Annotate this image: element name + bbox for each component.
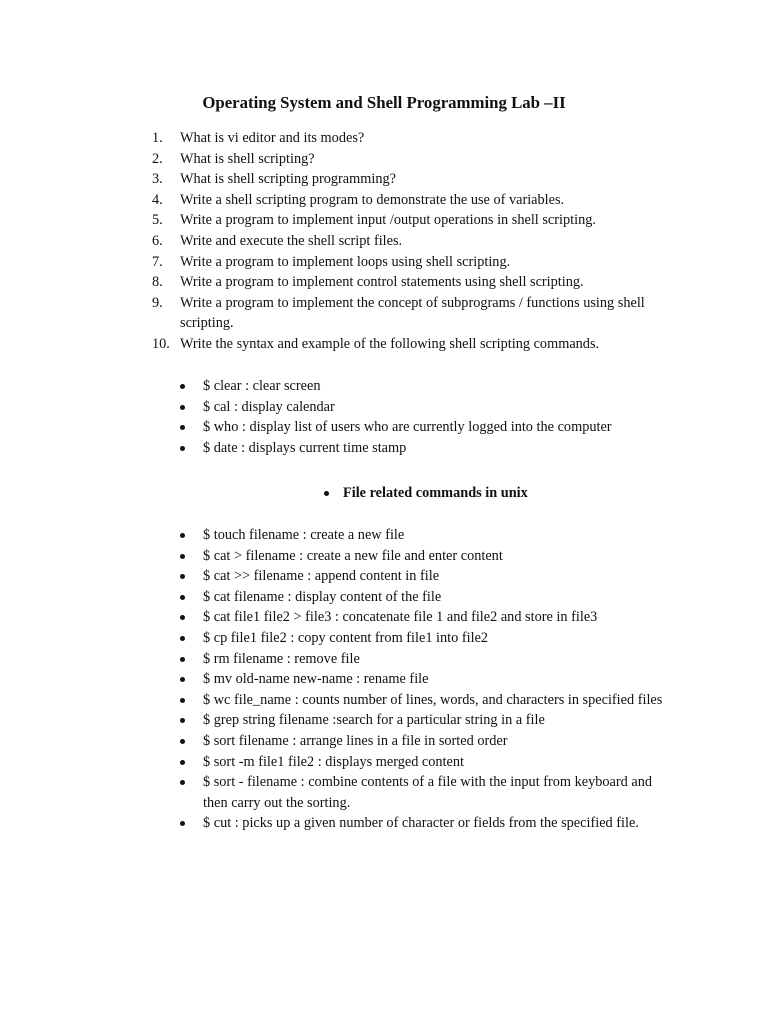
list-item-text: Write and execute the shell script files.: [180, 232, 403, 249]
list-item: [178, 731, 678, 752]
bullet-icon: [178, 525, 203, 546]
file-command-list: [178, 525, 678, 834]
list-item: [178, 376, 678, 397]
section-heading-text: File related commands in unix: [343, 485, 528, 501]
list-item-text: $ cat >> filename : append content in file: [203, 568, 440, 585]
list-item-text: $ cut : picks up a given number of character or fields from the specified file.: [203, 815, 639, 832]
bullet-icon: [178, 417, 203, 438]
list-item: [178, 772, 678, 813]
bullet-icon: [178, 772, 203, 813]
list-number: 3.: [152, 171, 163, 188]
list-item: [178, 397, 678, 418]
list-item: [178, 525, 678, 546]
bullet-icon: [178, 587, 203, 608]
page-title: Operating System and Shell Programming Lab –II: [202, 93, 566, 112]
list-number: 2.: [152, 150, 163, 167]
list-item: [152, 231, 692, 252]
list-number: 9.: [152, 294, 163, 311]
list-number: 1.: [152, 130, 163, 146]
list-number: 4.: [152, 191, 163, 208]
bullet-icon: [178, 628, 203, 649]
bullet-icon: [178, 690, 203, 711]
list-item: [152, 128, 692, 149]
list-item-text: Write a program to implement the concept of subprograms / functions using shell scripting.: [180, 294, 645, 332]
list-item: [178, 710, 678, 731]
list-item-text: $ mv old-name new-name : rename file: [203, 671, 429, 688]
list-item-text: $ cat > filename : create a new file and enter content: [203, 547, 503, 564]
list-item: [178, 587, 678, 608]
section-heading: [322, 483, 722, 504]
list-item-text: $ cal : display calendar: [203, 398, 335, 415]
bullet-icon: [178, 669, 203, 690]
bullet-icon: [178, 813, 203, 834]
list-item: [178, 607, 678, 628]
bullet-icon: [178, 607, 203, 628]
list-item-text: What is shell scripting?: [180, 150, 315, 167]
bullet-icon: [178, 566, 203, 587]
list-item-text: $ rm filename : remove file: [203, 650, 360, 667]
list-item: [178, 813, 678, 834]
list-item: [178, 546, 678, 567]
list-item-text: $ sort - filename : combine contents of a file with the input from keyboard and then carry out the sorting.: [203, 774, 653, 811]
list-item: [152, 334, 692, 355]
bullet-icon: [322, 483, 343, 504]
list-item: [178, 438, 678, 459]
list-item: [178, 649, 678, 670]
bullet-icon: [178, 397, 203, 418]
bullet-icon: [178, 438, 203, 459]
list-item-text: What is vi editor and its modes?: [180, 130, 365, 146]
list-item: [178, 669, 678, 690]
list-item-text: $ sort -m file1 file2 : displays merged content: [203, 753, 464, 770]
question-list: [152, 128, 692, 355]
bullet-icon: [178, 731, 203, 752]
bullet-icon: [178, 649, 203, 670]
list-item-text: $ who : display list of users who are currently logged into the computer: [203, 419, 612, 436]
list-item: [152, 169, 692, 190]
bullet-icon: [178, 752, 203, 773]
list-item: [152, 252, 692, 273]
list-item-text: Write a program to implement control statements using shell scripting.: [180, 274, 584, 291]
list-item-text: Write a program to implement loops using shell scripting.: [180, 253, 511, 270]
list-item-text: Write a shell scripting program to demonstrate the use of variables.: [180, 191, 565, 208]
list-item: [152, 293, 692, 334]
list-number: 5.: [152, 212, 163, 229]
list-number: 10.: [152, 335, 170, 352]
list-number: 8.: [152, 274, 163, 291]
list-item: [152, 272, 692, 293]
bullet-icon: [178, 376, 203, 397]
bullet-icon: [178, 710, 203, 731]
list-item-text: $ cat filename : display content of the file: [203, 588, 442, 605]
list-item: [152, 149, 692, 170]
list-item: [152, 190, 692, 211]
list-item: [178, 690, 678, 711]
list-item: [178, 628, 678, 649]
list-item-text: $ grep string filename :search for a particular string in a file: [203, 712, 545, 729]
list-item: [178, 566, 678, 587]
list-item-text: What is shell scripting programming?: [180, 171, 396, 188]
list-item-text: $ cat file1 file2 > file3 : concatenate file 1 and file2 and store in file3: [203, 609, 598, 626]
list-item-text: $ clear : clear screen: [203, 378, 321, 394]
bullet-icon: [178, 546, 203, 567]
list-item: [152, 210, 692, 231]
list-item-text: $ cp file1 file2 : copy content from file1 into file2: [203, 629, 489, 646]
list-number: 6.: [152, 232, 163, 249]
list-item-text: $ wc file_name : counts number of lines, words, and characters in specified files: [203, 691, 663, 708]
basic-command-list: [178, 376, 678, 458]
list-item-text: Write the syntax and example of the following shell scripting commands.: [180, 335, 600, 352]
list-item-text: $ sort filename : arrange lines in a file in sorted order: [203, 732, 508, 749]
list-item: [178, 417, 678, 438]
list-item-text: Write a program to implement input /output operations in shell scripting.: [180, 212, 596, 229]
list-item: [178, 752, 678, 773]
list-number: 7.: [152, 253, 163, 270]
list-item-text: $ date : displays current time stamp: [203, 439, 407, 456]
list-item-text: $ touch filename : create a new file: [203, 527, 405, 543]
